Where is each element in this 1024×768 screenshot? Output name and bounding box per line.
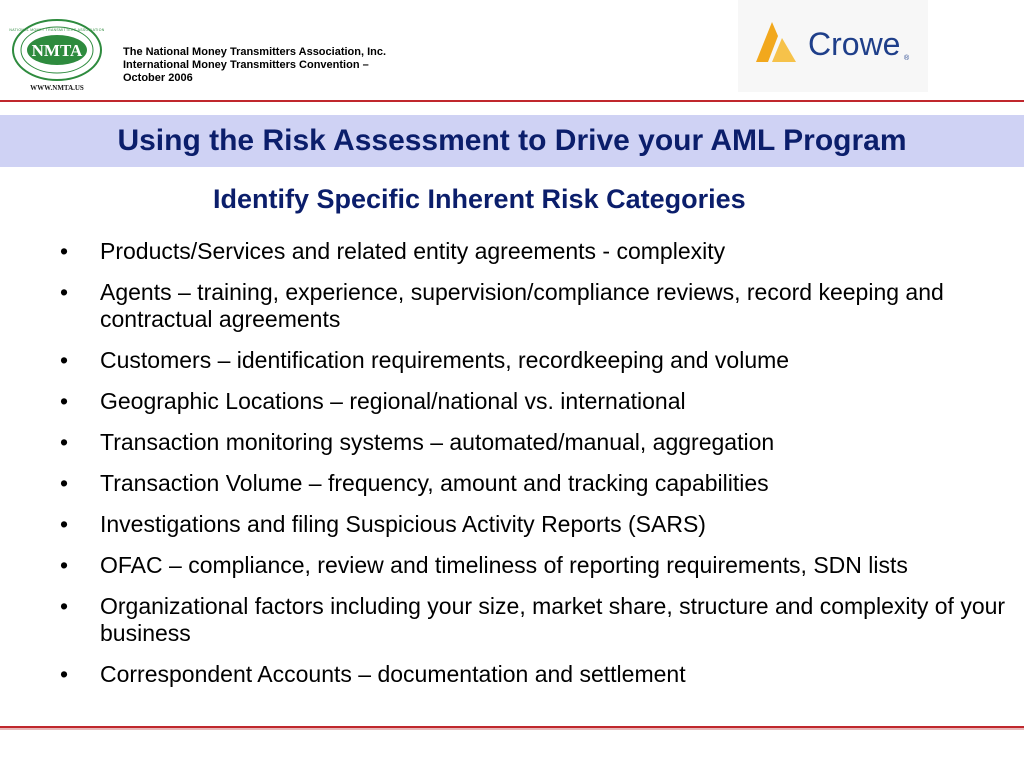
list-item bbox=[56, 279, 1006, 333]
nmta-logo-ring-text: NATIONAL MONEY TRANSMITTERS ASSOCIATION bbox=[9, 28, 105, 32]
list-item bbox=[56, 238, 1006, 265]
list-item-text: Transaction Volume – frequency, amount and tracking capabilities bbox=[100, 470, 769, 496]
nmta-logo-abbreviation: NMTA bbox=[31, 41, 83, 60]
list-item bbox=[56, 347, 1006, 374]
bullet-glyph: • bbox=[60, 388, 69, 414]
bullet-glyph: • bbox=[60, 429, 69, 455]
bullet-glyph: • bbox=[60, 279, 69, 305]
bullet-glyph: • bbox=[60, 347, 69, 373]
bullet-glyph: • bbox=[60, 238, 69, 264]
list-item-text: Correspondent Accounts – documentation and settlement bbox=[100, 661, 686, 687]
list-item bbox=[56, 429, 1006, 456]
list-item bbox=[56, 661, 1006, 688]
list-item-text: Investigations and filing Suspicious Activity Reports (SARS) bbox=[100, 511, 706, 537]
risk-category-list bbox=[56, 238, 1006, 702]
footer-divider-shadow bbox=[0, 728, 1024, 730]
association-line-3: October 2006 bbox=[123, 72, 193, 84]
list-item-text: Customers – identification requirements, recordkeeping and volume bbox=[100, 347, 790, 373]
nmta-logo bbox=[9, 18, 105, 94]
association-header bbox=[123, 46, 386, 85]
slide-title: Using the Risk Assessment to Drive your AML Program bbox=[117, 124, 907, 157]
crowe-logo bbox=[738, 0, 928, 92]
bullet-glyph: • bbox=[60, 661, 69, 687]
bullet-glyph: • bbox=[60, 593, 69, 619]
bullet-glyph: • bbox=[60, 552, 69, 578]
list-item bbox=[56, 470, 1006, 497]
association-line-2: International Money Transmitters Convention – bbox=[123, 59, 369, 71]
list-item bbox=[56, 552, 1006, 579]
crowe-logo-text: Crowe bbox=[808, 26, 901, 62]
list-item-text: Products/Services and related entity agreements - complexity bbox=[100, 238, 726, 264]
list-item-text: OFAC – compliance, review and timeliness of reporting requirements, SDN lists bbox=[100, 552, 908, 578]
list-item-text: Geographic Locations – regional/national vs. international bbox=[100, 388, 686, 414]
list-item-text: Agents – training, experience, supervision/compliance reviews, record keeping and contractual agreements bbox=[100, 279, 944, 332]
list-item-text: Organizational factors including your size, market share, structure and complexity of your business bbox=[100, 593, 1006, 646]
list-item bbox=[56, 388, 1006, 415]
list-item-text: Transaction monitoring systems – automated/manual, aggregation bbox=[100, 429, 775, 455]
list-item bbox=[56, 593, 1006, 647]
crowe-logo-registered: ® bbox=[904, 55, 910, 62]
bullet-glyph: • bbox=[60, 511, 69, 537]
slide-subtitle: Identify Specific Inherent Risk Categories bbox=[213, 184, 746, 214]
bullet-glyph: • bbox=[60, 470, 69, 496]
header-divider bbox=[0, 100, 1024, 102]
association-line-1: The National Money Transmitters Association, Inc. bbox=[123, 46, 387, 58]
list-item bbox=[56, 511, 1006, 538]
nmta-logo-url: WWW.NMTA.US bbox=[30, 84, 84, 92]
